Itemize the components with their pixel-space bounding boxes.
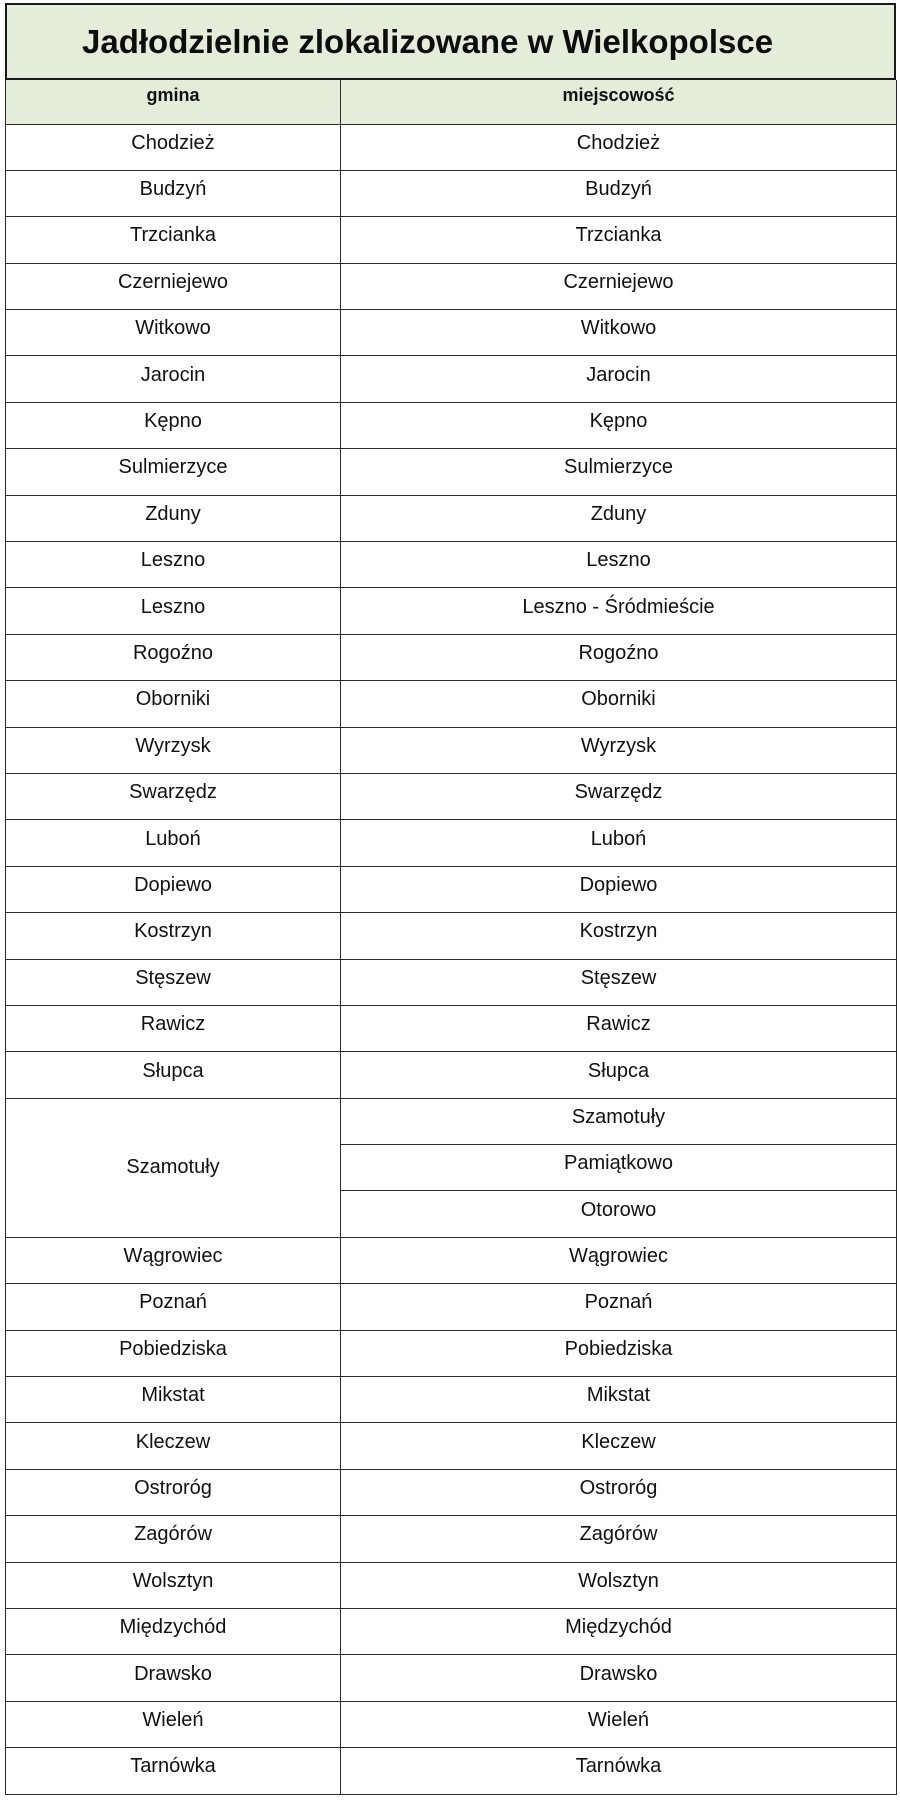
cell-miejscowosc: Sulmierzyce (341, 449, 897, 495)
cell-miejscowosc: Mikstat (341, 1377, 897, 1423)
table-row (6, 634, 897, 680)
cell-gmina: Słupca (6, 1052, 341, 1098)
table-row (6, 1655, 897, 1701)
cell-miejscowosc: Wyrzysk (341, 727, 897, 773)
cell-miejscowosc: Leszno (341, 542, 897, 588)
cell-gmina: Międzychód (6, 1609, 341, 1655)
table-row (6, 1748, 897, 1794)
cell-miejscowosc: Rogoźno (341, 634, 897, 680)
cell-gmina: Budzyń (6, 170, 341, 216)
table-row (6, 959, 897, 1005)
cell-gmina: Poznań (6, 1284, 341, 1330)
table-row (6, 773, 897, 819)
cell-miejscowosc: Pobiedziska (341, 1330, 897, 1376)
table-row (6, 1469, 897, 1515)
cell-miejscowosc: Poznań (341, 1284, 897, 1330)
cell-gmina: Zagórów (6, 1516, 341, 1562)
cell-gmina: Tarnówka (6, 1748, 341, 1794)
cell-gmina: Stęszew (6, 959, 341, 1005)
cell-gmina: Drawsko (6, 1655, 341, 1701)
cell-gmina: Oborniki (6, 681, 341, 727)
cell-miejscowosc: Rawicz (341, 1005, 897, 1051)
table-row (6, 1005, 897, 1051)
table-row (6, 263, 897, 309)
cell-gmina: Leszno (6, 542, 341, 588)
cell-miejscowosc: Budzyń (341, 170, 897, 216)
cell-miejscowosc: Ostroróg (341, 1469, 897, 1515)
cell-miejscowosc: Otorowo (341, 1191, 897, 1237)
table-row (6, 542, 897, 588)
cell-gmina: Kleczew (6, 1423, 341, 1469)
table-body (6, 124, 897, 1794)
cell-gmina: Kępno (6, 402, 341, 448)
table-row (6, 1237, 897, 1283)
table-row (6, 310, 897, 356)
cell-gmina: Rawicz (6, 1005, 341, 1051)
table-row (6, 1052, 897, 1098)
cell-miejscowosc: Pamiątkowo (341, 1145, 897, 1191)
table-row (6, 1284, 897, 1330)
cell-gmina: Sulmierzyce (6, 449, 341, 495)
cell-miejscowosc: Zduny (341, 495, 897, 541)
table-row (6, 1701, 897, 1747)
cell-gmina: Ostroróg (6, 1469, 341, 1515)
cell-miejscowosc: Stęszew (341, 959, 897, 1005)
table-row (6, 449, 897, 495)
table-row (6, 217, 897, 263)
table-row (6, 124, 897, 170)
table-row (6, 1516, 897, 1562)
cell-gmina: Dopiewo (6, 866, 341, 912)
cell-miejscowosc: Drawsko (341, 1655, 897, 1701)
table-row (6, 866, 897, 912)
cell-miejscowosc: Kleczew (341, 1423, 897, 1469)
cell-miejscowosc: Witkowo (341, 310, 897, 356)
cell-miejscowosc: Leszno - Śródmieście (341, 588, 897, 634)
cell-miejscowosc: Wągrowiec (341, 1237, 897, 1283)
cell-gmina: Czerniejewo (6, 263, 341, 309)
table-row (6, 1562, 897, 1608)
cell-gmina: Luboń (6, 820, 341, 866)
cell-gmina: Witkowo (6, 310, 341, 356)
cell-gmina: Chodzież (6, 124, 341, 170)
table-row (6, 1330, 897, 1376)
cell-gmina: Leszno (6, 588, 341, 634)
cell-gmina: Wieleń (6, 1701, 341, 1747)
cell-miejscowosc: Zagórów (341, 1516, 897, 1562)
column-header-gmina: gmina (6, 80, 341, 124)
table-row (6, 495, 897, 541)
cell-gmina: Pobiedziska (6, 1330, 341, 1376)
locations-table (5, 80, 897, 1795)
cell-gmina: Wolsztyn (6, 1562, 341, 1608)
cell-miejscowosc: Trzcianka (341, 217, 897, 263)
page-title: Jadłodzielnie zlokalizowane w Wielkopolsce (82, 22, 774, 60)
table-row (6, 727, 897, 773)
cell-miejscowosc: Dopiewo (341, 866, 897, 912)
cell-gmina: Wyrzysk (6, 727, 341, 773)
cell-miejscowosc: Międzychód (341, 1609, 897, 1655)
table-row (6, 820, 897, 866)
table-row (6, 1609, 897, 1655)
table-row (6, 170, 897, 216)
cell-gmina: Szamotuły (6, 1098, 341, 1237)
title-banner (5, 3, 896, 80)
cell-miejscowosc: Słupca (341, 1052, 897, 1098)
cell-gmina: Rogoźno (6, 634, 341, 680)
cell-miejscowosc: Wolsztyn (341, 1562, 897, 1608)
cell-miejscowosc: Kostrzyn (341, 913, 897, 959)
table-row (6, 681, 897, 727)
cell-gmina: Mikstat (6, 1377, 341, 1423)
document-sheet (5, 3, 896, 1795)
column-header-miejscowosc: miejscowość (341, 80, 897, 124)
cell-gmina: Zduny (6, 495, 341, 541)
cell-miejscowosc: Swarzędz (341, 773, 897, 819)
cell-miejscowosc: Tarnówka (341, 1748, 897, 1794)
cell-miejscowosc: Oborniki (341, 681, 897, 727)
table-row (6, 402, 897, 448)
table-header-row (6, 80, 897, 124)
table-row (6, 1098, 897, 1144)
table-row (6, 1423, 897, 1469)
cell-gmina: Trzcianka (6, 217, 341, 263)
table-row (6, 1377, 897, 1423)
cell-miejscowosc: Szamotuły (341, 1098, 897, 1144)
cell-gmina: Wągrowiec (6, 1237, 341, 1283)
cell-miejscowosc: Luboń (341, 820, 897, 866)
cell-miejscowosc: Wieleń (341, 1701, 897, 1747)
table-row (6, 588, 897, 634)
cell-gmina: Kostrzyn (6, 913, 341, 959)
cell-miejscowosc: Czerniejewo (341, 263, 897, 309)
table-row (6, 913, 897, 959)
table-row (6, 356, 897, 402)
cell-miejscowosc: Chodzież (341, 124, 897, 170)
cell-miejscowosc: Kępno (341, 402, 897, 448)
cell-gmina: Jarocin (6, 356, 341, 402)
cell-miejscowosc: Jarocin (341, 356, 897, 402)
cell-gmina: Swarzędz (6, 773, 341, 819)
